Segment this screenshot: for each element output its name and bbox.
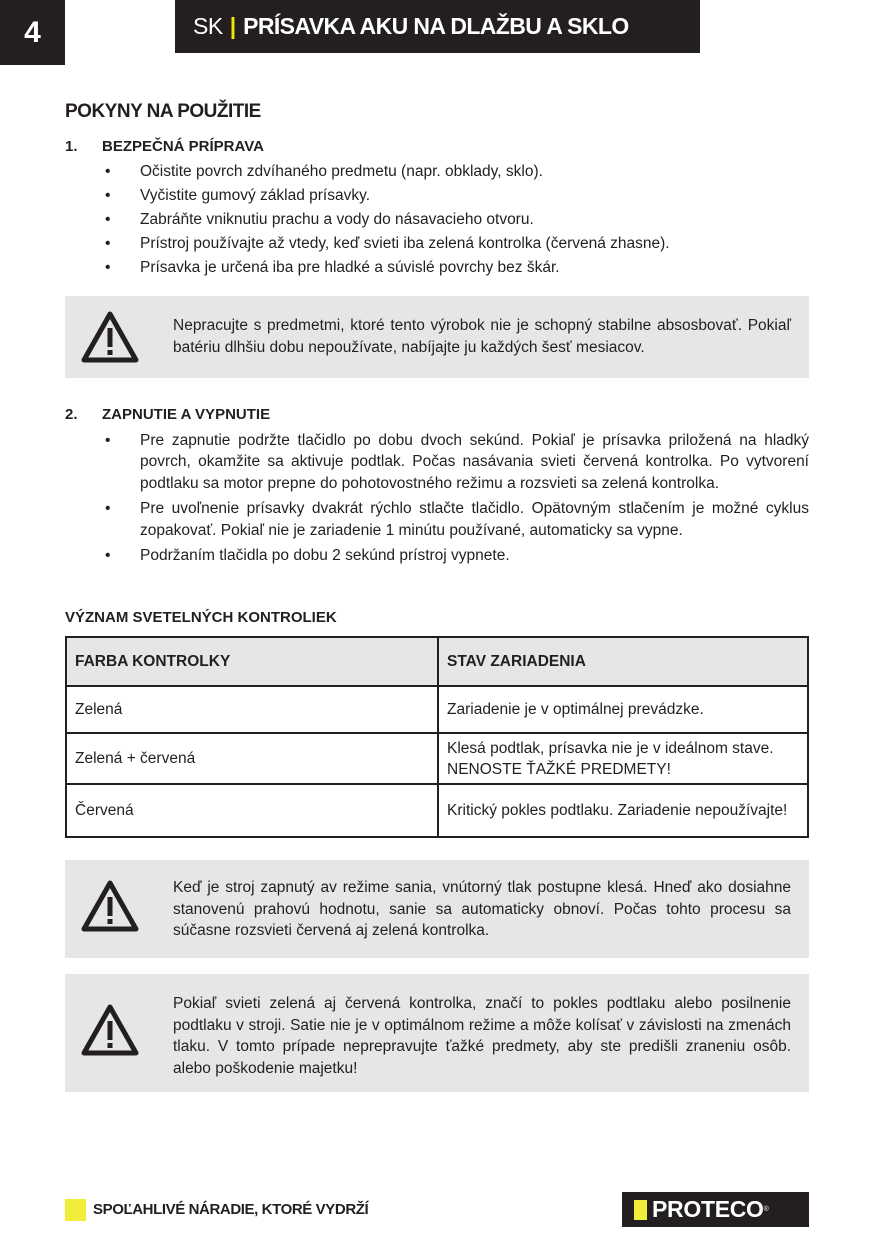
warning-icon	[81, 1004, 139, 1056]
page-number: 4	[0, 0, 65, 65]
table-row	[66, 784, 808, 837]
table-cell: Zelená + červená	[66, 733, 438, 784]
language-code: SK	[193, 13, 223, 39]
section-2-title: 2. ZAPNUTIE A VYPNUTIE	[65, 406, 271, 423]
table-row	[66, 733, 808, 784]
section-2-list	[105, 430, 809, 571]
registered-mark: ®	[763, 1206, 769, 1213]
table-row	[66, 686, 808, 733]
lights-title: VÝZNAM SVETELNÝCH KONTROLIEK	[65, 609, 337, 626]
list-item: • Očistite povrch zdvíhaného predmetu (napr. obklady, sklo).	[105, 163, 543, 180]
list-item: • Prístroj používajte až vtedy, keď svieti iba zelená kontrolka (červená zhasne).	[105, 235, 670, 252]
section-heading: POKYNY NA POUŽITIE	[65, 101, 261, 122]
list-item: • Zabráňte vniknutiu prachu a vody do násavacieho otvoru.	[105, 211, 534, 228]
warning-box	[65, 296, 809, 378]
document-title: PRÍSAVKA AKU NA DLAŽBU A SKLO	[243, 13, 629, 39]
warning-text: Nepracujte s predmetmi, ktoré tento výrobok nie je schopný stabilne absosbovať. Pokiaľ batériu dlhšiu dobu nepoužívate, nabíjajte ju každých šesť mesiacov.	[173, 317, 791, 356]
logo-text: PROTECO	[652, 1196, 764, 1222]
header-separator: |	[229, 13, 237, 39]
list-item: • Prísavka je určená iba pre hladké a súvislé povrchy bez škár.	[105, 259, 560, 276]
warning-box	[65, 860, 809, 958]
footer-slogan: SPOĽAHLIVÉ NÁRADIE, KTORÉ VYDRŽÍ	[93, 1201, 369, 1218]
footer-yellow-square	[65, 1199, 86, 1221]
table-cell: Červená	[66, 784, 438, 837]
section-1-title: 1. BEZPEČNÁ PRÍPRAVA	[65, 138, 264, 155]
warning-text: Pokiaľ svieti zelená aj červená kontrolka, značí to pokles podtlaku alebo posilnenie podtlaku v stroji. Satie nie je v optimálnom režime a môže kolísať v závislosti na zmenách tlaku. V tomto prípade neprepravujte ťažké predmety, aby ste predišli zraneniu osôb. alebo poškodenie majetku!	[173, 995, 791, 1077]
logo-yellow-square	[634, 1200, 647, 1220]
proteco-logo	[622, 1192, 809, 1227]
warning-icon	[81, 880, 139, 932]
section-1-list	[105, 160, 809, 280]
list-item: • Pre uvoľnenie prísavky dvakrát rýchlo stlačte tlačidlo. Opätovným stlačením je možné cyklus zopakovať. Pokiaľ nie je zariadenie 1 minútu používané, automaticky sa vypne.	[105, 500, 809, 539]
table-cell: Klesá podtlak, prísavka nie je v ideálnom stave. NENOSTE ŤAŽKÉ PREDMETY!	[438, 733, 808, 784]
warning-icon	[81, 311, 139, 363]
table-cell: Zelená	[66, 686, 438, 733]
header-bar	[175, 0, 700, 53]
table-cell: Zariadenie je v optimálnej prevádzke.	[438, 686, 808, 733]
list-item: • Pre zapnutie podržte tlačidlo po dobu dvoch sekúnd. Pokiaľ je prísavka priložená na hladký povrch, okamžite sa aktivuje podtlak. Počas nasávania svieti červená kontrolka. Po vytvorení podtlaku sa motor prepne do pohotovostného režimu a rozsvieti sa zelená kontrolka.	[105, 432, 809, 492]
list-item: • Vyčistite gumový základ prísavky.	[105, 187, 370, 204]
warning-box	[65, 974, 809, 1092]
table-header-row	[66, 637, 808, 686]
warning-text: Keď je stroj zapnutý av režime sania, vnútorný tlak postupne klesá. Hneď ako dosiahne stanovenú prahovú hodnotu, sanie sa automaticky obnoví. Počas tohto procesu sa súčasne rozsvieti červená aj zelená kontrolka.	[173, 879, 791, 939]
table-cell: Kritický pokles podtlaku. Zariadenie nepoužívajte!	[438, 784, 808, 837]
column-header: FARBA KONTROLKY	[66, 637, 438, 686]
column-header: STAV ZARIADENIA	[438, 637, 808, 686]
lights-table	[65, 636, 809, 838]
list-item: • Podržaním tlačidla po dobu 2 sekúnd prístroj vypnete.	[105, 547, 510, 565]
